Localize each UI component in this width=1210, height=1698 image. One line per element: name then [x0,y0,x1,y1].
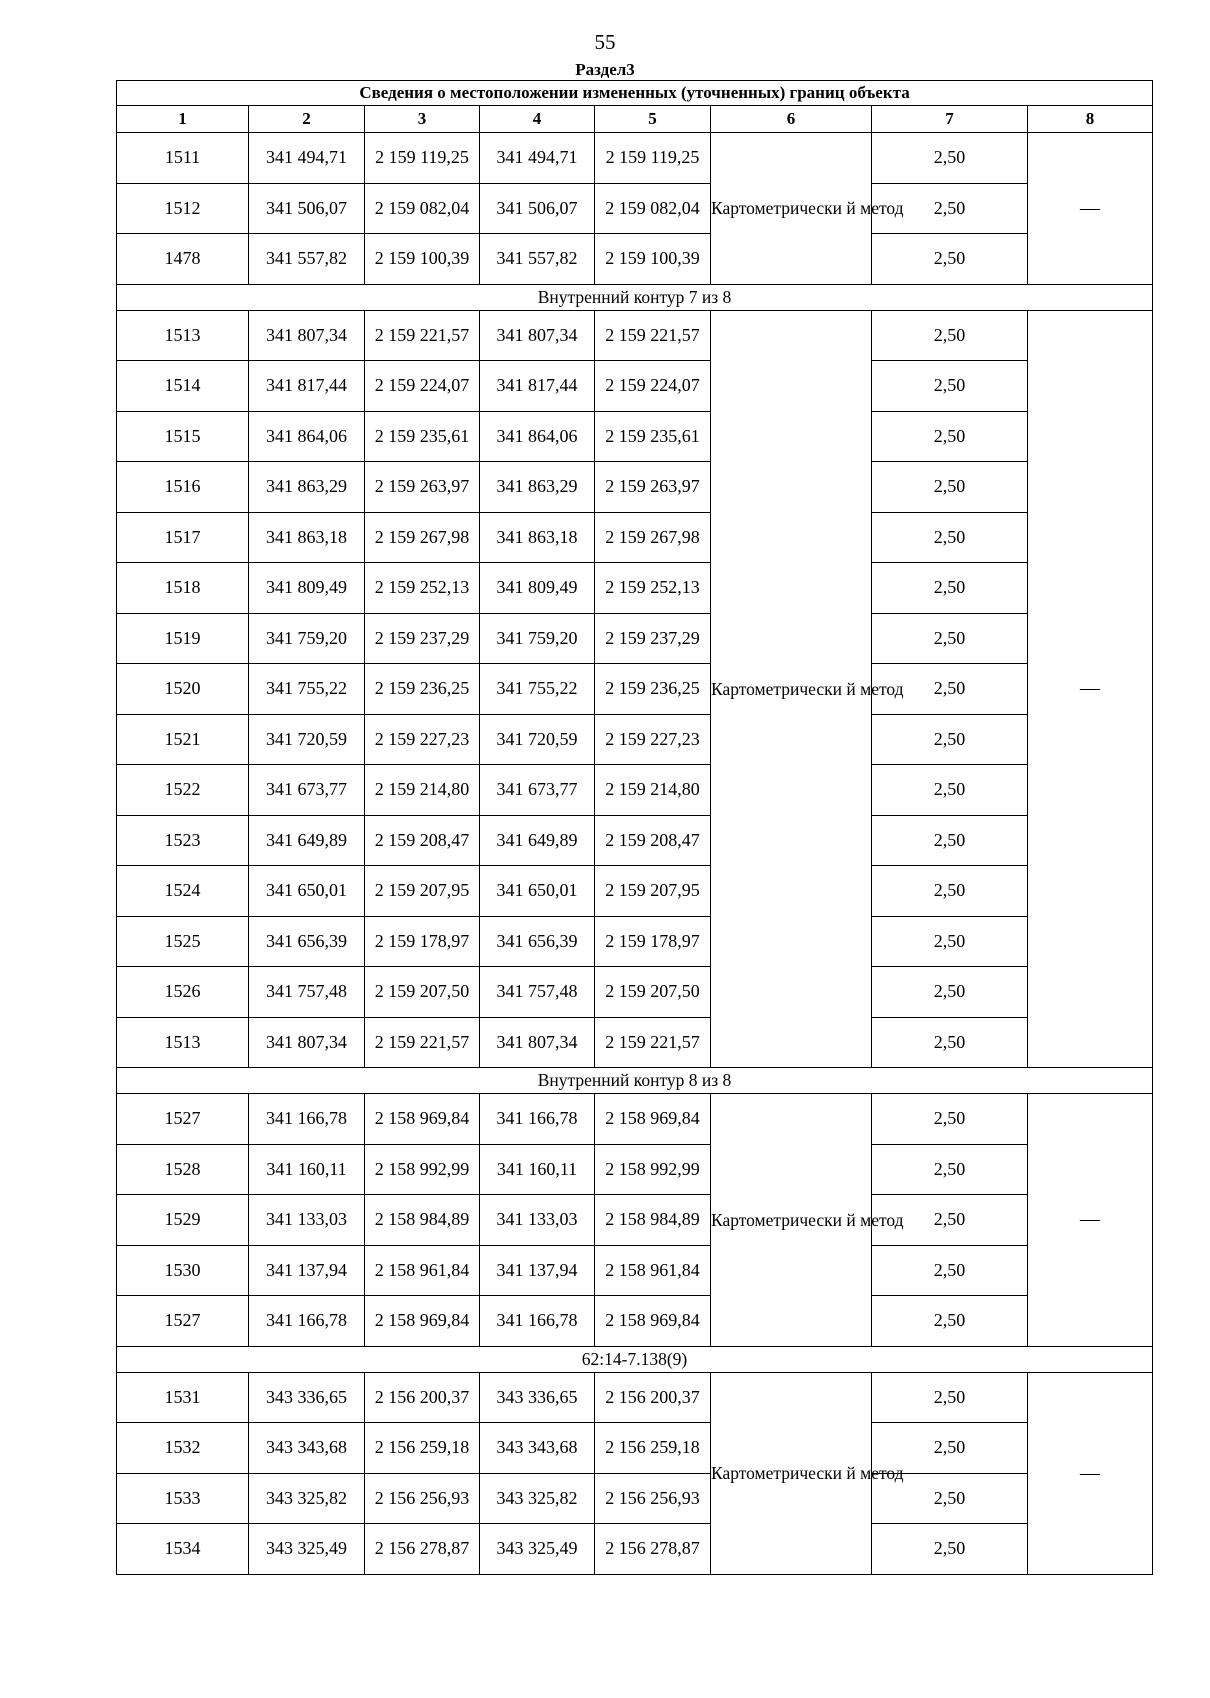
accuracy-cell: 2,50 [872,1423,1028,1474]
accuracy-cell: 2,50 [872,815,1028,866]
accuracy-cell: 2,50 [872,234,1028,285]
x-existing-cell: 341 133,03 [249,1195,365,1246]
point-id-cell: 1514 [117,361,249,412]
method-cell: Картометрически й метод [711,1372,872,1574]
y-refined-cell: 2 159 221,57 [595,1017,711,1068]
x-existing-cell: 341 720,59 [249,714,365,765]
y-existing-cell: 2 159 235,61 [365,411,480,462]
point-id-cell: 1527 [117,1296,249,1347]
y-refined-cell: 2 156 200,37 [595,1372,711,1423]
x-existing-cell: 341 160,11 [249,1144,365,1195]
accuracy-cell: 2,50 [872,1144,1028,1195]
x-refined-cell: 341 656,39 [480,916,595,967]
x-refined-cell: 341 673,77 [480,765,595,816]
y-refined-cell: 2 158 984,89 [595,1195,711,1246]
y-existing-cell: 2 158 992,99 [365,1144,480,1195]
y-refined-cell: 2 159 207,95 [595,866,711,917]
point-id-cell: 1520 [117,664,249,715]
x-existing-cell: 343 336,65 [249,1372,365,1423]
y-existing-cell: 2 158 969,84 [365,1094,480,1145]
table-row [117,1372,1153,1423]
accuracy-cell: 2,50 [872,411,1028,462]
table-row [117,916,1153,967]
y-refined-cell: 2 158 992,99 [595,1144,711,1195]
point-id-cell: 1529 [117,1195,249,1246]
accuracy-cell: 2,50 [872,361,1028,412]
accuracy-cell: 2,50 [872,866,1028,917]
table-row [117,462,1153,513]
x-refined-cell: 341 649,89 [480,815,595,866]
table-row [117,310,1153,361]
point-id-cell: 1527 [117,1094,249,1145]
y-existing-cell: 2 156 256,93 [365,1473,480,1524]
x-refined-cell: 341 807,34 [480,1017,595,1068]
column-number: 1 [117,106,249,133]
x-refined-cell: 341 817,44 [480,361,595,412]
table-row [117,866,1153,917]
point-id-cell: 1534 [117,1524,249,1575]
point-id-cell: 1533 [117,1473,249,1524]
column-number: 3 [365,106,480,133]
point-id-cell: 1516 [117,462,249,513]
table-row [117,967,1153,1018]
accuracy-cell: 2,50 [872,1524,1028,1575]
y-existing-cell: 2 159 178,97 [365,916,480,967]
accuracy-cell: 2,50 [872,1017,1028,1068]
x-refined-cell: 343 325,82 [480,1473,595,1524]
contour-header-row [117,1346,1153,1372]
column8-cell: — [1028,1372,1153,1574]
y-refined-cell: 2 156 278,87 [595,1524,711,1575]
point-id-cell: 1521 [117,714,249,765]
y-existing-cell: 2 156 200,37 [365,1372,480,1423]
y-existing-cell: 2 159 224,07 [365,361,480,412]
x-existing-cell: 341 817,44 [249,361,365,412]
table-row [117,1296,1153,1347]
table-caption: Сведения о местоположении измененных (уточненных) границ объекта [117,81,1153,106]
contour-label: Внутренний контур 8 из 8 [117,1068,1153,1094]
table-row [117,133,1153,184]
point-id-cell: 1517 [117,512,249,563]
x-refined-cell: 341 755,22 [480,664,595,715]
x-existing-cell: 341 807,34 [249,1017,365,1068]
x-refined-cell: 341 506,07 [480,183,595,234]
accuracy-cell: 2,50 [872,916,1028,967]
section-title: Раздел3 [575,60,635,79]
column8-cell: — [1028,310,1153,1068]
accuracy-cell: 2,50 [872,1473,1028,1524]
y-refined-cell: 2 159 237,29 [595,613,711,664]
x-refined-cell: 341 650,01 [480,866,595,917]
y-refined-cell: 2 159 227,23 [595,714,711,765]
table-row [117,183,1153,234]
table-row [117,1524,1153,1575]
accuracy-cell: 2,50 [872,967,1028,1018]
table-row [117,1094,1153,1145]
table-row [117,1423,1153,1474]
y-refined-cell: 2 159 207,50 [595,967,711,1018]
x-existing-cell: 341 650,01 [249,866,365,917]
contour-header-row [117,284,1153,310]
point-id-cell: 1523 [117,815,249,866]
table-row [117,714,1153,765]
y-existing-cell: 2 158 961,84 [365,1245,480,1296]
y-existing-cell: 2 159 207,50 [365,967,480,1018]
point-id-cell: 1519 [117,613,249,664]
x-existing-cell: 341 807,34 [249,310,365,361]
x-refined-cell: 341 166,78 [480,1296,595,1347]
accuracy-cell: 2,50 [872,1195,1028,1246]
point-id-cell: 1528 [117,1144,249,1195]
y-refined-cell: 2 159 263,97 [595,462,711,513]
point-id-cell: 1524 [117,866,249,917]
x-existing-cell: 343 343,68 [249,1423,365,1474]
x-existing-cell: 341 759,20 [249,613,365,664]
table-row [117,1245,1153,1296]
y-refined-cell: 2 158 969,84 [595,1296,711,1347]
y-existing-cell: 2 156 278,87 [365,1524,480,1575]
contour-label: Внутренний контур 7 из 8 [117,284,1153,310]
table-row [117,1195,1153,1246]
accuracy-cell: 2,50 [872,714,1028,765]
contour-label: 62:14-7.138(9) [117,1346,1153,1372]
column8-cell: — [1028,133,1153,285]
y-refined-cell: 2 156 259,18 [595,1423,711,1474]
point-id-cell: 1526 [117,967,249,1018]
x-existing-cell: 341 557,82 [249,234,365,285]
boundary-coordinates-table [116,80,1153,1575]
x-existing-cell: 341 506,07 [249,183,365,234]
point-id-cell: 1525 [117,916,249,967]
table-row [117,563,1153,614]
x-existing-cell: 341 649,89 [249,815,365,866]
x-existing-cell: 341 673,77 [249,765,365,816]
accuracy-cell: 2,50 [872,563,1028,614]
x-existing-cell: 341 656,39 [249,916,365,967]
y-existing-cell: 2 159 221,57 [365,1017,480,1068]
point-id-cell: 1513 [117,1017,249,1068]
point-id-cell: 1531 [117,1372,249,1423]
x-refined-cell: 341 863,29 [480,462,595,513]
y-refined-cell: 2 159 221,57 [595,310,711,361]
x-refined-cell: 341 557,82 [480,234,595,285]
table-row [117,361,1153,412]
x-existing-cell: 341 809,49 [249,563,365,614]
x-refined-cell: 341 133,03 [480,1195,595,1246]
y-refined-cell: 2 159 224,07 [595,361,711,412]
x-existing-cell: 341 864,06 [249,411,365,462]
table-row [117,234,1153,285]
x-existing-cell: 341 863,18 [249,512,365,563]
table-row [117,1017,1153,1068]
accuracy-cell: 2,50 [872,1296,1028,1347]
point-id-cell: 1478 [117,234,249,285]
column-number: 5 [595,106,711,133]
y-refined-cell: 2 159 235,61 [595,411,711,462]
y-refined-cell: 2 156 256,93 [595,1473,711,1524]
accuracy-cell: 2,50 [872,1245,1028,1296]
y-refined-cell: 2 159 267,98 [595,512,711,563]
point-id-cell: 1532 [117,1423,249,1474]
method-cell: Картометрически й метод [711,310,872,1068]
accuracy-cell: 2,50 [872,765,1028,816]
method-cell: Картометрически й метод [711,1094,872,1347]
x-existing-cell: 341 137,94 [249,1245,365,1296]
table-row [117,613,1153,664]
y-refined-cell: 2 159 252,13 [595,563,711,614]
x-refined-cell: 341 809,49 [480,563,595,614]
point-id-cell: 1513 [117,310,249,361]
y-existing-cell: 2 159 263,97 [365,462,480,513]
point-id-cell: 1512 [117,183,249,234]
x-existing-cell: 341 166,78 [249,1094,365,1145]
table-row [117,664,1153,715]
x-refined-cell: 343 325,49 [480,1524,595,1575]
x-refined-cell: 341 720,59 [480,714,595,765]
y-existing-cell: 2 156 259,18 [365,1423,480,1474]
y-existing-cell: 2 159 207,95 [365,866,480,917]
table-row [117,411,1153,462]
column-number: 7 [872,106,1028,133]
x-refined-cell: 343 343,68 [480,1423,595,1474]
point-id-cell: 1522 [117,765,249,816]
point-id-cell: 1515 [117,411,249,462]
table-body [117,133,1153,1575]
accuracy-cell: 2,50 [872,1372,1028,1423]
x-refined-cell: 343 336,65 [480,1372,595,1423]
accuracy-cell: 2,50 [872,664,1028,715]
y-existing-cell: 2 159 208,47 [365,815,480,866]
y-existing-cell: 2 159 236,25 [365,664,480,715]
accuracy-cell: 2,50 [872,613,1028,664]
y-existing-cell: 2 159 082,04 [365,183,480,234]
x-refined-cell: 341 494,71 [480,133,595,184]
x-existing-cell: 341 166,78 [249,1296,365,1347]
x-refined-cell: 341 160,11 [480,1144,595,1195]
accuracy-cell: 2,50 [872,183,1028,234]
accuracy-cell: 2,50 [872,1094,1028,1145]
point-id-cell: 1511 [117,133,249,184]
column-number: 2 [249,106,365,133]
column-number: 6 [711,106,872,133]
x-refined-cell: 341 863,18 [480,512,595,563]
y-existing-cell: 2 159 252,13 [365,563,480,614]
page-number: 55 [594,30,616,54]
x-existing-cell: 343 325,49 [249,1524,365,1575]
column-number: 8 [1028,106,1153,133]
table-row [117,815,1153,866]
accuracy-cell: 2,50 [872,512,1028,563]
y-refined-cell: 2 159 178,97 [595,916,711,967]
x-refined-cell: 341 807,34 [480,310,595,361]
y-existing-cell: 2 159 119,25 [365,133,480,184]
y-refined-cell: 2 159 100,39 [595,234,711,285]
y-refined-cell: 2 159 208,47 [595,815,711,866]
y-existing-cell: 2 159 237,29 [365,613,480,664]
y-existing-cell: 2 159 100,39 [365,234,480,285]
contour-header-row [117,1068,1153,1094]
y-existing-cell: 2 159 214,80 [365,765,480,816]
x-existing-cell: 341 494,71 [249,133,365,184]
x-existing-cell: 341 757,48 [249,967,365,1018]
y-existing-cell: 2 159 221,57 [365,310,480,361]
table-row [117,512,1153,563]
x-refined-cell: 341 137,94 [480,1245,595,1296]
y-refined-cell: 2 159 236,25 [595,664,711,715]
y-existing-cell: 2 159 227,23 [365,714,480,765]
accuracy-cell: 2,50 [872,310,1028,361]
x-refined-cell: 341 166,78 [480,1094,595,1145]
table-row [117,765,1153,816]
column8-cell: — [1028,1094,1153,1347]
y-refined-cell: 2 159 214,80 [595,765,711,816]
accuracy-cell: 2,50 [872,133,1028,184]
x-refined-cell: 341 864,06 [480,411,595,462]
column-number: 4 [480,106,595,133]
point-id-cell: 1530 [117,1245,249,1296]
x-refined-cell: 341 759,20 [480,613,595,664]
x-existing-cell: 341 863,29 [249,462,365,513]
table-row [117,1144,1153,1195]
x-refined-cell: 341 757,48 [480,967,595,1018]
table-row [117,1473,1153,1524]
y-refined-cell: 2 159 082,04 [595,183,711,234]
accuracy-cell: 2,50 [872,462,1028,513]
y-refined-cell: 2 158 969,84 [595,1094,711,1145]
point-id-cell: 1518 [117,563,249,614]
method-cell: Картометрически й метод [711,133,872,285]
y-refined-cell: 2 158 961,84 [595,1245,711,1296]
y-refined-cell: 2 159 119,25 [595,133,711,184]
x-existing-cell: 343 325,82 [249,1473,365,1524]
y-existing-cell: 2 159 267,98 [365,512,480,563]
column-number-row [117,106,1153,133]
x-existing-cell: 341 755,22 [249,664,365,715]
y-existing-cell: 2 158 969,84 [365,1296,480,1347]
y-existing-cell: 2 158 984,89 [365,1195,480,1246]
